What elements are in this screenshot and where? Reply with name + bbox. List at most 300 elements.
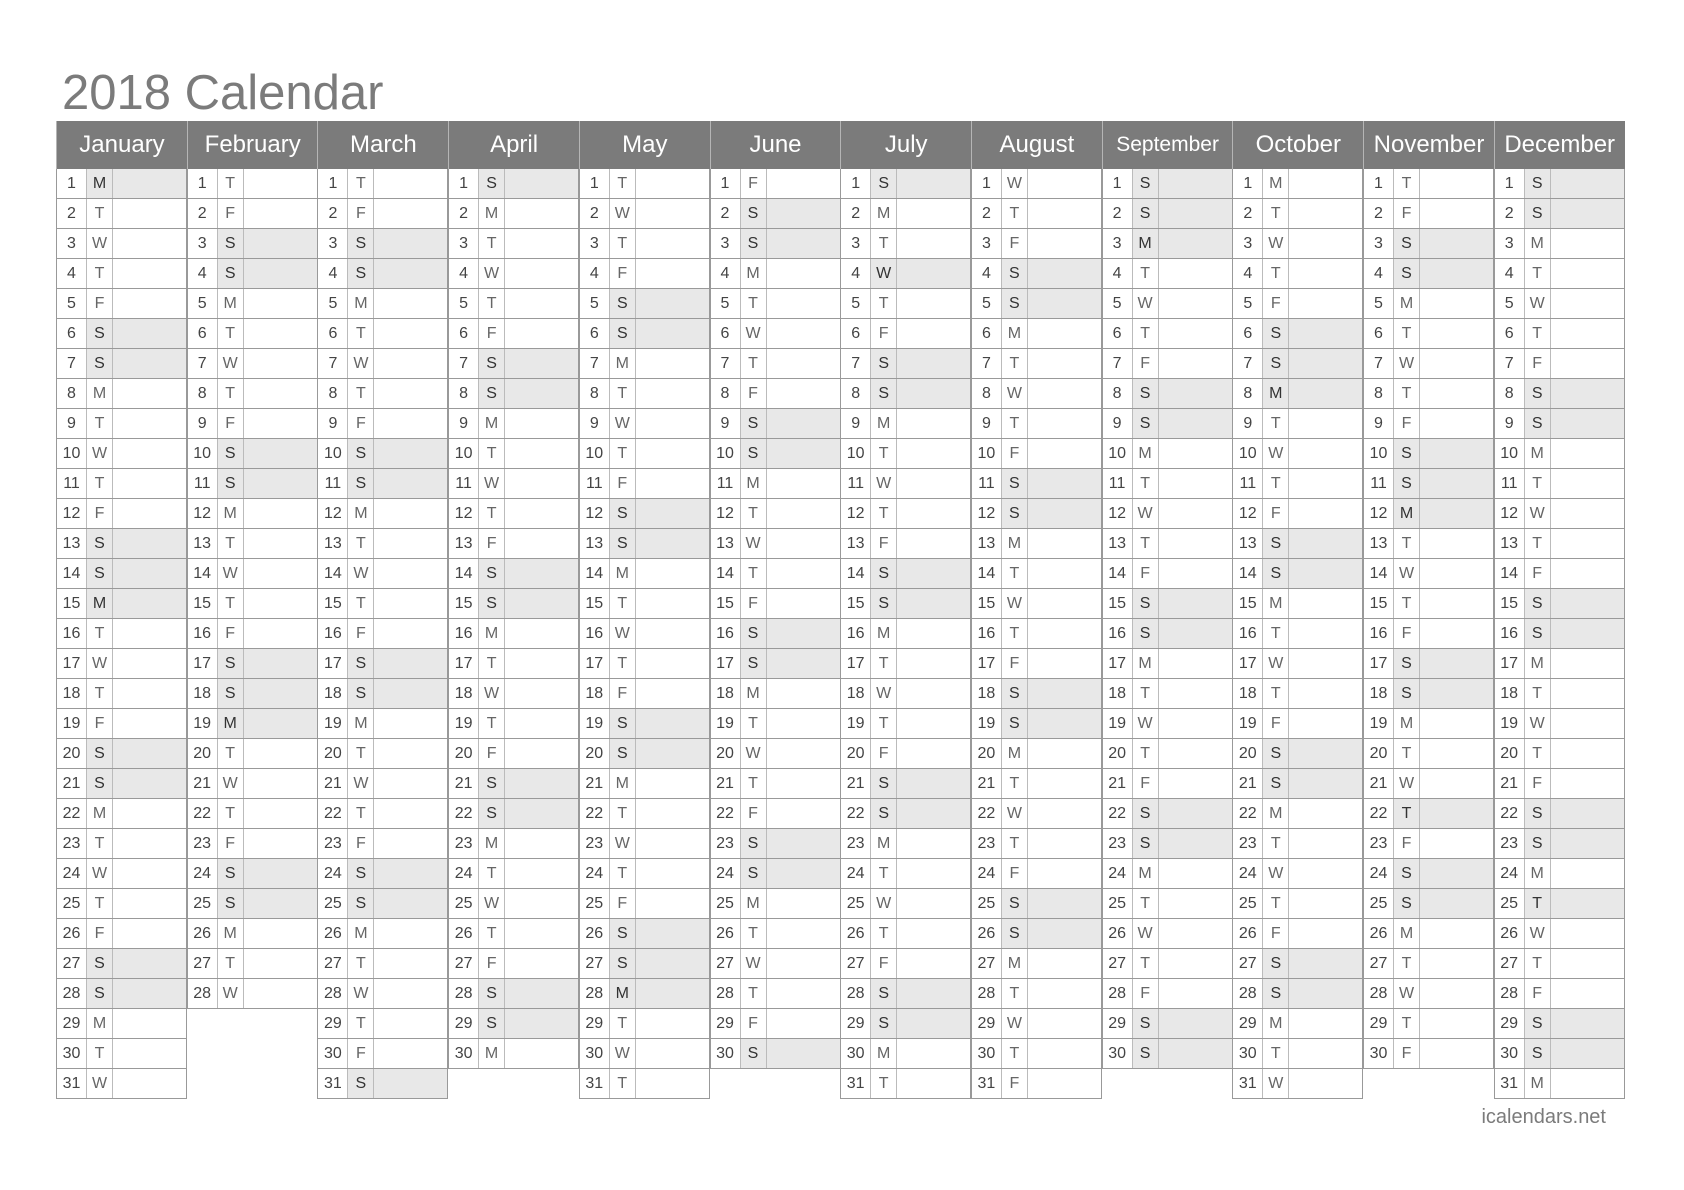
day-note-cell xyxy=(112,529,186,558)
day-number: 7 xyxy=(1374,355,1383,372)
day-note-cell xyxy=(112,169,186,198)
weekday-letter: F xyxy=(1001,1069,1027,1098)
day-note-cell xyxy=(896,619,970,648)
day-number: 8 xyxy=(67,385,76,402)
day-row xyxy=(840,319,971,349)
weekday-letter: T xyxy=(347,319,373,348)
day-row xyxy=(317,979,448,1009)
day-row xyxy=(1102,979,1233,1009)
weekday-letter: S xyxy=(1262,769,1288,798)
day-row xyxy=(840,919,971,949)
day-row xyxy=(971,589,1102,619)
weekday-letter: S xyxy=(1393,469,1419,498)
day-number: 23 xyxy=(454,835,473,852)
weekday-letter: M xyxy=(1524,229,1550,258)
weekday-letter: F xyxy=(1524,559,1550,588)
day-number: 29 xyxy=(1238,1015,1257,1032)
weekday-letter: T xyxy=(1262,1039,1288,1068)
day-note-cell xyxy=(1288,289,1362,318)
weekday-letter: W xyxy=(870,469,896,498)
day-number: 8 xyxy=(981,385,991,402)
day-note-cell xyxy=(896,679,970,708)
weekday-letter: S xyxy=(478,589,504,618)
day-note-cell xyxy=(1550,439,1624,468)
day-number: 18 xyxy=(716,685,734,702)
day-row xyxy=(840,529,971,559)
weekday-letter: F xyxy=(1262,499,1288,528)
day-number: 22 xyxy=(1500,805,1519,822)
day-number: 2 xyxy=(1504,205,1514,222)
day-note-cell xyxy=(112,499,186,528)
day-note-cell xyxy=(1550,319,1624,348)
day-number: 12 xyxy=(716,505,734,522)
day-note-cell xyxy=(896,469,970,498)
day-number: 28 xyxy=(1500,985,1519,1002)
weekday-letter: F xyxy=(1393,829,1419,858)
day-row xyxy=(448,529,579,559)
day-row xyxy=(971,1069,1102,1099)
weekday-letter: S xyxy=(1524,1039,1550,1068)
day-row xyxy=(1494,319,1625,349)
day-row xyxy=(448,559,579,589)
weekday-letter: S xyxy=(740,619,766,648)
day-row xyxy=(448,859,579,889)
day-note-cell xyxy=(1158,199,1232,228)
day-note-cell xyxy=(766,589,840,618)
day-note-cell xyxy=(243,349,317,378)
day-row xyxy=(1494,829,1625,859)
weekday-letter: M xyxy=(217,919,243,948)
day-number: 21 xyxy=(193,775,212,792)
day-note-cell xyxy=(635,709,709,738)
weekday-letter: S xyxy=(217,469,243,498)
weekday-letter: T xyxy=(1132,469,1158,498)
day-row xyxy=(448,319,579,349)
weekday-letter: F xyxy=(1262,919,1288,948)
day-note-cell xyxy=(896,949,970,978)
day-note-cell xyxy=(896,409,970,438)
day-number: 21 xyxy=(323,775,342,792)
weekday-letter: T xyxy=(347,799,373,828)
day-number: 24 xyxy=(454,865,473,882)
day-note-cell xyxy=(1419,949,1493,978)
weekday-letter: S xyxy=(1001,919,1027,948)
day-number: 29 xyxy=(716,1015,734,1032)
weekday-letter: T xyxy=(217,589,243,618)
day-number: 4 xyxy=(459,265,469,282)
day-number: 22 xyxy=(1108,805,1126,822)
day-row xyxy=(971,1039,1102,1069)
weekday-letter: S xyxy=(86,529,112,558)
weekday-letter: F xyxy=(1393,619,1419,648)
day-row xyxy=(579,679,710,709)
weekday-letter: M xyxy=(347,289,373,318)
day-note-cell xyxy=(243,619,317,648)
weekday-letter: T xyxy=(740,559,766,588)
day-note-cell xyxy=(896,739,970,768)
day-note-cell xyxy=(1027,829,1101,858)
day-note-cell xyxy=(243,979,317,1008)
day-note-cell xyxy=(1158,1039,1232,1068)
day-row xyxy=(1232,259,1363,289)
day-note-cell xyxy=(1288,859,1362,888)
day-row xyxy=(1232,499,1363,529)
day-number: 10 xyxy=(1108,445,1126,462)
day-row xyxy=(971,1009,1102,1039)
day-number: 19 xyxy=(193,715,212,732)
day-note-cell xyxy=(1419,649,1493,678)
weekday-letter: S xyxy=(870,769,896,798)
day-row xyxy=(579,469,710,499)
day-note-cell xyxy=(766,679,840,708)
day-number: 28 xyxy=(193,985,212,1002)
month-column-august xyxy=(971,121,1102,1099)
weekday-letter: F xyxy=(86,499,112,528)
weekday-letter: T xyxy=(347,1009,373,1038)
day-note-cell xyxy=(766,769,840,798)
day-row xyxy=(1363,859,1494,889)
day-number: 20 xyxy=(323,745,342,762)
weekday-letter: S xyxy=(217,649,243,678)
day-note-cell xyxy=(504,949,578,978)
day-note-cell xyxy=(896,379,970,408)
weekday-letter: W xyxy=(609,619,635,648)
day-row xyxy=(1494,169,1625,199)
day-row xyxy=(187,289,318,319)
day-number: 6 xyxy=(1504,325,1514,342)
day-row xyxy=(1102,949,1233,979)
weekday-letter: F xyxy=(1132,979,1158,1008)
day-note-cell xyxy=(1550,619,1624,648)
weekday-letter: T xyxy=(609,439,635,468)
month-header: June xyxy=(710,121,841,169)
month-column-january xyxy=(56,121,187,1099)
day-number: 8 xyxy=(1504,385,1514,402)
day-row xyxy=(317,439,448,469)
weekday-letter: M xyxy=(478,619,504,648)
day-row xyxy=(56,469,187,499)
weekday-letter: S xyxy=(347,889,373,918)
day-row xyxy=(840,469,971,499)
day-note-cell xyxy=(504,649,578,678)
day-row xyxy=(1232,1009,1363,1039)
weekday-letter: S xyxy=(1393,859,1419,888)
day-note-cell xyxy=(373,409,447,438)
day-note-cell xyxy=(635,259,709,288)
day-note-cell xyxy=(373,169,447,198)
weekday-letter: F xyxy=(740,799,766,828)
weekday-letter: T xyxy=(478,919,504,948)
day-note-cell xyxy=(1419,859,1493,888)
day-note-cell xyxy=(243,289,317,318)
day-row xyxy=(1494,259,1625,289)
day-note-cell xyxy=(1550,469,1624,498)
day-note-cell xyxy=(635,499,709,528)
day-row xyxy=(317,679,448,709)
weekday-letter: M xyxy=(347,919,373,948)
day-row xyxy=(448,259,579,289)
day-row xyxy=(579,949,710,979)
day-row xyxy=(448,499,579,529)
day-row xyxy=(317,229,448,259)
day-number: 25 xyxy=(716,895,734,912)
day-number: 1 xyxy=(328,175,338,192)
day-row xyxy=(1102,1039,1233,1069)
day-note-cell xyxy=(1288,709,1362,738)
day-row xyxy=(1363,529,1494,559)
day-note-cell xyxy=(896,649,970,678)
day-row xyxy=(840,649,971,679)
day-row xyxy=(317,289,448,319)
day-row xyxy=(579,829,710,859)
weekday-letter: S xyxy=(1262,739,1288,768)
day-number: 29 xyxy=(454,1015,473,1032)
weekday-letter: F xyxy=(609,259,635,288)
day-row xyxy=(1363,409,1494,439)
day-number: 15 xyxy=(193,595,212,612)
day-row xyxy=(840,589,971,619)
day-number: 4 xyxy=(1504,265,1514,282)
day-note-cell xyxy=(112,679,186,708)
day-number: 5 xyxy=(67,295,76,312)
day-note-cell xyxy=(1419,379,1493,408)
weekday-letter: W xyxy=(478,469,504,498)
weekday-letter: W xyxy=(86,859,112,888)
day-number: 29 xyxy=(323,1015,342,1032)
day-number: 9 xyxy=(197,415,207,432)
day-number: 8 xyxy=(1243,385,1253,402)
day-row xyxy=(710,259,841,289)
day-number: 15 xyxy=(585,595,604,612)
day-number: 4 xyxy=(720,265,730,282)
day-note-cell xyxy=(1158,409,1232,438)
weekday-letter: S xyxy=(740,829,766,858)
day-row xyxy=(1494,229,1625,259)
weekday-letter: F xyxy=(1132,349,1158,378)
day-number: 2 xyxy=(67,205,76,222)
day-row xyxy=(317,529,448,559)
day-row xyxy=(1363,679,1494,709)
weekday-letter: T xyxy=(1393,799,1419,828)
day-row xyxy=(1494,289,1625,319)
weekday-letter: S xyxy=(347,679,373,708)
weekday-letter: F xyxy=(1393,199,1419,228)
day-note-cell xyxy=(766,739,840,768)
day-note-cell xyxy=(1419,769,1493,798)
day-number: 8 xyxy=(1112,385,1122,402)
day-row xyxy=(1232,1069,1363,1099)
day-number: 19 xyxy=(846,715,865,732)
day-number: 16 xyxy=(1238,625,1257,642)
day-note-cell xyxy=(373,649,447,678)
day-number: 26 xyxy=(62,925,81,942)
weekday-letter: T xyxy=(1393,319,1419,348)
weekday-letter: F xyxy=(478,739,504,768)
day-note-cell xyxy=(1288,889,1362,918)
day-note-cell xyxy=(112,229,186,258)
day-row xyxy=(579,889,710,919)
day-note-cell xyxy=(1419,199,1493,228)
day-row xyxy=(710,469,841,499)
day-row xyxy=(1102,649,1233,679)
day-note-cell xyxy=(112,739,186,768)
day-row xyxy=(579,979,710,1009)
weekday-letter: M xyxy=(86,1009,112,1038)
weekday-letter: S xyxy=(870,799,896,828)
weekday-letter: T xyxy=(740,919,766,948)
weekday-letter: F xyxy=(870,529,896,558)
day-note-cell xyxy=(1288,919,1362,948)
day-note-cell xyxy=(373,889,447,918)
day-note-cell xyxy=(1550,709,1624,738)
weekday-letter: F xyxy=(1132,769,1158,798)
day-row xyxy=(1232,439,1363,469)
day-row xyxy=(710,199,841,229)
day-number: 15 xyxy=(977,595,996,612)
month-header: August xyxy=(971,121,1102,169)
day-note-cell xyxy=(1158,529,1232,558)
weekday-letter: S xyxy=(347,649,373,678)
day-number: 20 xyxy=(1108,745,1126,762)
day-number: 2 xyxy=(1112,205,1122,222)
weekday-letter: T xyxy=(1524,889,1550,918)
day-number: 24 xyxy=(585,865,604,882)
weekday-letter: M xyxy=(478,199,504,228)
day-row xyxy=(1232,169,1363,199)
day-number: 21 xyxy=(1500,775,1519,792)
day-note-cell xyxy=(373,829,447,858)
day-row xyxy=(56,619,187,649)
day-row xyxy=(187,889,318,919)
day-number: 16 xyxy=(62,625,81,642)
day-note-cell xyxy=(1550,829,1624,858)
day-note-cell xyxy=(1158,649,1232,678)
day-note-cell xyxy=(373,1069,447,1098)
day-number: 30 xyxy=(62,1045,81,1062)
footer-credit: icalendars.net xyxy=(1481,1106,1606,1128)
day-number: 28 xyxy=(585,985,604,1002)
day-number: 18 xyxy=(454,685,473,702)
day-note-cell xyxy=(1158,889,1232,918)
weekday-letter: S xyxy=(1001,679,1027,708)
day-note-cell xyxy=(112,649,186,678)
day-note-cell xyxy=(896,559,970,588)
day-row xyxy=(317,589,448,619)
day-note-cell xyxy=(1158,829,1232,858)
day-number: 11 xyxy=(1370,475,1387,492)
day-number: 30 xyxy=(977,1045,996,1062)
day-row xyxy=(710,979,841,1009)
day-note-cell xyxy=(1158,469,1232,498)
weekday-letter: W xyxy=(740,739,766,768)
day-note-cell xyxy=(1288,649,1362,678)
weekday-letter: T xyxy=(870,709,896,738)
weekday-letter: W xyxy=(347,349,373,378)
day-number: 5 xyxy=(1504,295,1514,312)
weekday-letter: T xyxy=(347,589,373,618)
day-row xyxy=(710,739,841,769)
day-row xyxy=(317,349,448,379)
day-note-cell xyxy=(243,319,317,348)
day-note-cell xyxy=(112,709,186,738)
weekday-letter: S xyxy=(86,979,112,1008)
day-number: 23 xyxy=(1108,835,1126,852)
day-row xyxy=(1232,979,1363,1009)
day-note-cell xyxy=(1419,799,1493,828)
day-number: 18 xyxy=(193,685,212,702)
weekday-letter: T xyxy=(217,739,243,768)
weekday-letter: S xyxy=(1001,889,1027,918)
weekday-letter: T xyxy=(1524,319,1550,348)
day-number: 13 xyxy=(1500,535,1519,552)
day-note-cell xyxy=(766,919,840,948)
day-row xyxy=(1232,739,1363,769)
day-note-cell xyxy=(112,1069,186,1098)
day-number: 2 xyxy=(1374,205,1383,222)
day-note-cell xyxy=(373,679,447,708)
day-note-cell xyxy=(504,739,578,768)
day-row xyxy=(579,1039,710,1069)
day-row xyxy=(971,949,1102,979)
day-note-cell xyxy=(1158,559,1232,588)
day-row xyxy=(579,499,710,529)
day-row xyxy=(1102,229,1233,259)
day-note-cell xyxy=(766,619,840,648)
day-number: 6 xyxy=(1112,325,1122,342)
day-note-cell xyxy=(1550,859,1624,888)
day-row xyxy=(448,169,579,199)
month-column-april xyxy=(448,121,579,1069)
day-row xyxy=(971,829,1102,859)
day-number: 20 xyxy=(1238,745,1257,762)
weekday-letter: T xyxy=(86,259,112,288)
day-note-cell xyxy=(504,619,578,648)
day-row xyxy=(56,889,187,919)
day-row xyxy=(448,919,579,949)
day-number: 13 xyxy=(1369,535,1388,552)
weekday-letter: S xyxy=(609,709,635,738)
day-note-cell xyxy=(1419,289,1493,318)
day-row xyxy=(448,739,579,769)
day-number: 19 xyxy=(977,715,996,732)
day-note-cell xyxy=(896,709,970,738)
day-number: 27 xyxy=(716,955,734,972)
day-note-cell xyxy=(373,979,447,1008)
day-number: 4 xyxy=(851,265,861,282)
weekday-letter: T xyxy=(478,649,504,678)
day-number: 11 xyxy=(1239,475,1257,492)
day-row xyxy=(56,979,187,1009)
day-note-cell xyxy=(243,409,317,438)
day-row xyxy=(1232,1039,1363,1069)
day-number: 8 xyxy=(851,385,861,402)
day-number: 17 xyxy=(977,655,996,672)
day-note-cell xyxy=(504,529,578,558)
day-note-cell xyxy=(766,499,840,528)
day-number: 5 xyxy=(981,295,991,312)
weekday-letter: T xyxy=(1524,469,1550,498)
weekday-letter: M xyxy=(86,379,112,408)
day-note-cell xyxy=(635,1069,709,1098)
day-note-cell xyxy=(504,409,578,438)
day-row xyxy=(579,1069,710,1099)
day-note-cell xyxy=(1158,319,1232,348)
day-row xyxy=(317,169,448,199)
day-note-cell xyxy=(635,1009,709,1038)
day-number: 27 xyxy=(454,955,473,972)
weekday-letter: M xyxy=(86,799,112,828)
weekday-letter: S xyxy=(217,859,243,888)
